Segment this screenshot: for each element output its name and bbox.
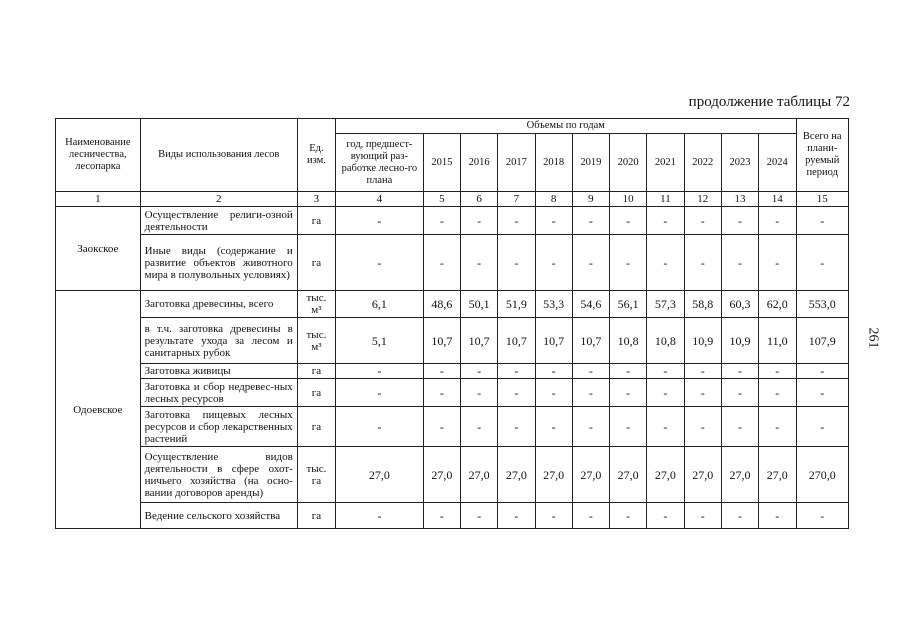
year-value: 10,9 — [684, 318, 721, 364]
header-total: Всего на плани-руемый период — [796, 119, 849, 192]
use-kind: Осуществление видов деятельности в сфере охот-ничьего хозяйства (на осно-вании договоров аренды) — [140, 447, 297, 503]
year-value: - — [535, 503, 572, 529]
total-value: - — [796, 207, 849, 235]
prev-year-value: 27,0 — [336, 447, 424, 503]
year-value: - — [647, 379, 684, 407]
total-value: 553,0 — [796, 291, 849, 318]
year-value: 60,3 — [721, 291, 758, 318]
year-value: - — [423, 407, 460, 447]
header-year: 2015 — [423, 134, 460, 192]
prev-year-value: - — [336, 503, 424, 529]
col-number: 1 — [56, 192, 141, 207]
year-value: - — [684, 503, 721, 529]
col-number: 8 — [535, 192, 572, 207]
year-value: 27,0 — [759, 447, 796, 503]
table-body — [56, 207, 849, 529]
prev-year-value: - — [336, 235, 424, 291]
year-value: - — [684, 364, 721, 379]
col-number: 4 — [336, 192, 424, 207]
use-kind: Иные виды (содержание и развитие объектов животного мира в полувольных условиях) — [140, 235, 297, 291]
year-value: - — [721, 235, 758, 291]
header-year: 2017 — [498, 134, 535, 192]
year-value: - — [759, 407, 796, 447]
forestry-name: Одоевское — [56, 291, 141, 529]
year-value: - — [647, 364, 684, 379]
total-value: - — [796, 407, 849, 447]
table-row — [56, 379, 849, 407]
table-row — [56, 291, 849, 318]
year-value: - — [647, 207, 684, 235]
col-number: 2 — [140, 192, 297, 207]
year-value: 10,8 — [647, 318, 684, 364]
year-value: 27,0 — [423, 447, 460, 503]
year-value: - — [647, 235, 684, 291]
year-value: - — [610, 503, 647, 529]
table-row — [56, 235, 849, 291]
forest-use-table — [55, 118, 849, 529]
year-value: 27,0 — [721, 447, 758, 503]
header-year: 2022 — [684, 134, 721, 192]
year-value: 27,0 — [498, 447, 535, 503]
year-value: 11,0 — [759, 318, 796, 364]
forestry-name: Заокское — [56, 207, 141, 291]
total-value: - — [796, 364, 849, 379]
total-value: - — [796, 235, 849, 291]
year-value: 10,7 — [572, 318, 609, 364]
use-kind: Ведение сельского хозяйства — [140, 503, 297, 529]
prev-year-value: 6,1 — [336, 291, 424, 318]
year-value: - — [498, 235, 535, 291]
year-value: 27,0 — [647, 447, 684, 503]
year-value: - — [721, 503, 758, 529]
use-kind: Заготовка древесины, всего — [140, 291, 297, 318]
year-value: - — [423, 207, 460, 235]
year-value: 10,8 — [610, 318, 647, 364]
table-row — [56, 207, 849, 235]
year-value: - — [423, 235, 460, 291]
year-value: - — [423, 503, 460, 529]
prev-year-value: - — [336, 207, 424, 235]
header-unit: Ед. изм. — [297, 119, 335, 192]
col-number: 7 — [498, 192, 535, 207]
year-value: - — [535, 235, 572, 291]
table-row — [56, 364, 849, 379]
page-number: 261 — [865, 327, 881, 349]
year-value: - — [759, 207, 796, 235]
use-kind: Заготовка живицы — [140, 364, 297, 379]
header-year: 2021 — [647, 134, 684, 192]
year-value: - — [535, 207, 572, 235]
header-row — [56, 119, 849, 134]
year-value: - — [423, 379, 460, 407]
year-value: - — [610, 207, 647, 235]
year-value: 54,6 — [572, 291, 609, 318]
header-kind: Виды использования лесов — [140, 119, 297, 192]
header-year: 2024 — [759, 134, 796, 192]
year-value: 27,0 — [684, 447, 721, 503]
year-value: - — [460, 503, 497, 529]
header-prev: год, предшест-вующий раз-работке лесно-го плана — [336, 134, 424, 192]
header-year: 2023 — [721, 134, 758, 192]
year-value: - — [572, 207, 609, 235]
col-number: 15 — [796, 192, 849, 207]
year-value: - — [572, 364, 609, 379]
unit-cell: га — [297, 207, 335, 235]
table-row — [56, 318, 849, 364]
year-value: - — [647, 503, 684, 529]
header-year: 2018 — [535, 134, 572, 192]
unit-cell: тыс. га — [297, 447, 335, 503]
year-value: - — [610, 364, 647, 379]
year-value: 53,3 — [535, 291, 572, 318]
use-kind: в т.ч. заготовка древесины в результате ухода за лесом и санитарных рубок — [140, 318, 297, 364]
year-value: 27,0 — [610, 447, 647, 503]
header-year: 2019 — [572, 134, 609, 192]
year-value: - — [721, 379, 758, 407]
year-value: 57,3 — [647, 291, 684, 318]
year-value: - — [572, 235, 609, 291]
year-value: - — [684, 407, 721, 447]
col-number: 6 — [460, 192, 497, 207]
prev-year-value: - — [336, 364, 424, 379]
unit-cell: га — [297, 407, 335, 447]
total-value: - — [796, 503, 849, 529]
col-number: 10 — [610, 192, 647, 207]
table-row — [56, 503, 849, 529]
year-value: - — [721, 364, 758, 379]
unit-cell: тыс. м³ — [297, 318, 335, 364]
header-year: 2016 — [460, 134, 497, 192]
year-value: - — [759, 364, 796, 379]
use-kind: Заготовка пищевых лесных ресурсов и сбор лекарственных растений — [140, 407, 297, 447]
year-value: - — [684, 207, 721, 235]
col-number: 9 — [572, 192, 609, 207]
header-year: 2020 — [610, 134, 647, 192]
year-value: - — [759, 503, 796, 529]
year-value: - — [721, 407, 758, 447]
year-value: - — [647, 407, 684, 447]
total-value: 107,9 — [796, 318, 849, 364]
column-number-row — [56, 192, 849, 207]
use-kind: Заготовка и сбор недревес-ных лесных ресурсов — [140, 379, 297, 407]
year-value: 10,7 — [498, 318, 535, 364]
year-value: 27,0 — [535, 447, 572, 503]
year-value: 58,8 — [684, 291, 721, 318]
unit-cell: тыс. м³ — [297, 291, 335, 318]
year-value: 10,7 — [423, 318, 460, 364]
year-value: - — [460, 235, 497, 291]
year-value: - — [498, 207, 535, 235]
year-value: - — [572, 407, 609, 447]
year-value: - — [535, 407, 572, 447]
prev-year-value: - — [336, 379, 424, 407]
year-value: - — [498, 364, 535, 379]
col-number: 5 — [423, 192, 460, 207]
year-value: 27,0 — [460, 447, 497, 503]
col-number: 12 — [684, 192, 721, 207]
year-value: 62,0 — [759, 291, 796, 318]
year-value: - — [572, 379, 609, 407]
year-value: 27,0 — [572, 447, 609, 503]
year-value: - — [498, 407, 535, 447]
year-value: - — [572, 503, 609, 529]
year-value: - — [460, 379, 497, 407]
year-value: 10,9 — [721, 318, 758, 364]
col-number: 11 — [647, 192, 684, 207]
year-value: - — [684, 235, 721, 291]
prev-year-value: - — [336, 407, 424, 447]
total-value: - — [796, 379, 849, 407]
year-value: - — [610, 235, 647, 291]
table-row — [56, 407, 849, 447]
unit-cell: га — [297, 503, 335, 529]
year-value: - — [610, 379, 647, 407]
year-value: 51,9 — [498, 291, 535, 318]
year-value: - — [498, 379, 535, 407]
year-value: - — [684, 379, 721, 407]
year-value: - — [460, 207, 497, 235]
year-value: - — [460, 407, 497, 447]
year-value: - — [759, 235, 796, 291]
total-value: 270,0 — [796, 447, 849, 503]
year-value: 50,1 — [460, 291, 497, 318]
header-volumes: Объемы по годам — [336, 119, 796, 134]
year-value: - — [759, 379, 796, 407]
prev-year-value: 5,1 — [336, 318, 424, 364]
year-value: - — [423, 364, 460, 379]
unit-cell: га — [297, 379, 335, 407]
year-value: - — [460, 364, 497, 379]
year-value: - — [535, 364, 572, 379]
year-value: 10,7 — [535, 318, 572, 364]
year-value: - — [535, 379, 572, 407]
unit-cell: га — [297, 364, 335, 379]
header-name: Наименование лесничества, лесопарка — [56, 119, 141, 192]
col-number: 3 — [297, 192, 335, 207]
col-number: 13 — [721, 192, 758, 207]
year-value: - — [610, 407, 647, 447]
use-kind: Осуществление религи-озной деятельности — [140, 207, 297, 235]
year-value: 10,7 — [460, 318, 497, 364]
table-caption: продолжение таблицы 72 — [688, 94, 850, 110]
unit-cell: га — [297, 235, 335, 291]
year-value: - — [498, 503, 535, 529]
year-value: - — [721, 207, 758, 235]
year-value: 48,6 — [423, 291, 460, 318]
table-row — [56, 447, 849, 503]
col-number: 14 — [759, 192, 796, 207]
year-value: 56,1 — [610, 291, 647, 318]
